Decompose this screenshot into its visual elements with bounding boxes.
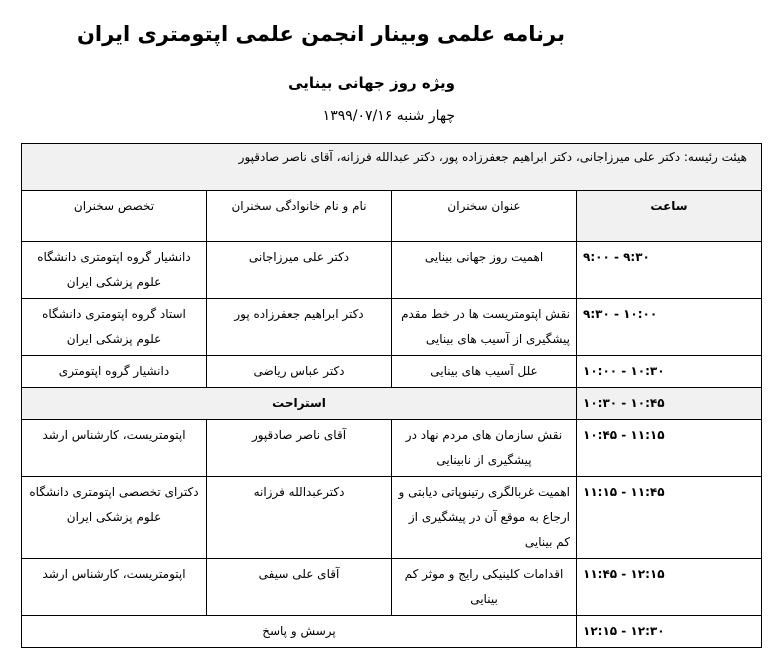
time-cell: ۹:۳۰ - ۱۰:۰۰ [577, 299, 762, 356]
event-date: چهار شنبه ۱۳۹۹/۰۷/۱۶ [322, 108, 455, 124]
specialty-cell: دانشیار گروه اپتومتری دانشگاه علوم پزشکی ایران [22, 242, 207, 299]
title-cell: اهمیت غربالگری رتینوپاتی دیابتی و ارجاع به موقع آن در پیشگیری از کم بینایی [392, 477, 577, 559]
time-cell: ۱۱:۴۵ - ۱۲:۱۵ [577, 559, 762, 616]
time-cell: ۱۰:۴۵ - ۱۱:۱۵ [577, 420, 762, 477]
name-cell: دکتر عباس ریاضی [207, 356, 392, 388]
table-row [22, 420, 762, 477]
header-row [22, 191, 762, 242]
time-cell: ۱۰:۰۰ - ۱۰:۳۰ [577, 356, 762, 388]
header-time: ساعت [577, 191, 762, 242]
header-specialty: تخصص سخنران [22, 191, 207, 242]
qa-row [22, 616, 762, 648]
title-cell: نقش اپتومتریست ها در خط مقدم پیشگیری از آسیب های بینایی [392, 299, 577, 356]
title-cell: نقش سازمان های مردم نهاد در پیشگیری از نابینایی [392, 420, 577, 477]
specialty-cell: اپتومتریست، کارشناس ارشد [22, 559, 207, 616]
name-cell: دکتر علی میرزاجانی [207, 242, 392, 299]
specialty-cell: دانشیار گروه اپتومتری [22, 356, 207, 388]
name-cell: آقای ناصر صادقپور [207, 420, 392, 477]
break-time: ۱۰:۳۰ - ۱۰:۴۵ [577, 388, 762, 420]
table-row [22, 477, 762, 559]
page-subtitle: ویژه روز جهانی بینایی [288, 74, 455, 92]
table-row [22, 559, 762, 616]
title-cell: اقدامات کلینیکی رایج و موثر کم بینایی [392, 559, 577, 616]
table-row [22, 356, 762, 388]
board-row [22, 144, 762, 191]
table-row [22, 242, 762, 299]
schedule-table [21, 143, 762, 648]
title-cell: اهمیت روز جهانی بینایی [392, 242, 577, 299]
specialty-cell: دکترای تخصصی اپتومتری دانشگاه علوم پزشکی ایران [22, 477, 207, 559]
name-cell: آقای علی سیفی [207, 559, 392, 616]
time-cell: ۹:۰۰ - ۹:۳۰ [577, 242, 762, 299]
page-title: برنامه علمی وبینار انجمن علمی اپتومتری ایران [76, 22, 565, 46]
break-label: استراحت [22, 388, 577, 420]
break-row [22, 388, 762, 420]
specialty-cell: اپتومتریست، کارشناس ارشد [22, 420, 207, 477]
qa-label: پرسش و پاسخ [22, 616, 577, 648]
title-cell: علل آسیب های بینایی [392, 356, 577, 388]
table-row [22, 299, 762, 356]
specialty-cell: استاد گروه اپتومتری دانشگاه علوم پزشکی ایران [22, 299, 207, 356]
name-cell: دکتر ابراهیم جعفرزاده پور [207, 299, 392, 356]
time-cell: ۱۱:۱۵ - ۱۱:۴۵ [577, 477, 762, 559]
header-name: نام و نام خانوادگی سخنران [207, 191, 392, 242]
qa-time: ۱۲:۱۵ - ۱۲:۳۰ [577, 616, 762, 648]
header-title: عنوان سخنران [392, 191, 577, 242]
name-cell: دکترعبدالله فرزانه [207, 477, 392, 559]
board-cell: هیئت رئیسه: دکتر علی میرزاجانی، دکتر ابراهیم جعفرزاده پور، دکتر عبدالله فرزانه، آقای ناصر صادقپور [22, 144, 762, 191]
